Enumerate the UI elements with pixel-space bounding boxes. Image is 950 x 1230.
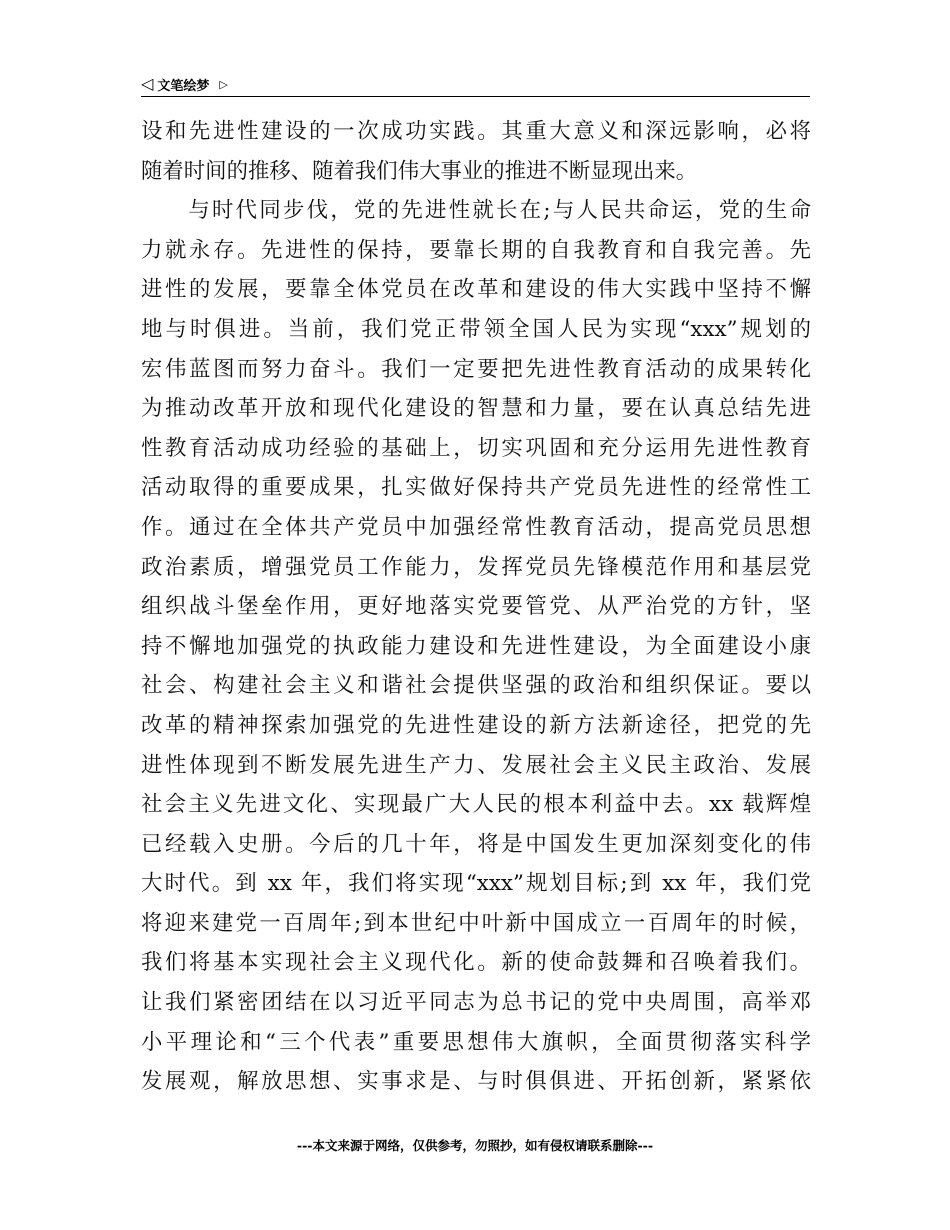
body-line: 活动取得的重要成果，扎实做好保持共产党员先进性的经常性工 bbox=[141, 475, 811, 501]
body-line: 社会、构建社会主义和谐社会提供坚强的政治和组织保证。要以 bbox=[141, 673, 811, 699]
body-line: 小平理论和“三个代表”重要思想伟大旗帜，全面贯彻落实科学 bbox=[141, 1029, 811, 1055]
body-line: 组织战斗堡垒作用，更好地落实党要管党、从严治党的方针，坚 bbox=[141, 594, 811, 620]
body-line: 进性的发展，要靠全体党员在改革和建设的伟大实践中坚持不懈 bbox=[141, 277, 811, 303]
body-line: 地与时俱进。当前，我们党正带领全国人民为实现“xxx”规划的 bbox=[141, 316, 811, 342]
body-line: 宏伟蓝图而努力奋斗。我们一定要把先进性教育活动的成果转化 bbox=[141, 356, 811, 382]
body-line: 随着时间的推移、随着我们伟大事业的推进不断显现出来。 bbox=[141, 158, 698, 184]
body-line: 政治素质，增强党员工作能力，发挥党员先锋模范作用和基层党 bbox=[141, 554, 811, 580]
body-line: 发展观，解放思想、实事求是、与时俱俱进、开拓创新，紧紧依 bbox=[141, 1069, 811, 1095]
triangle-left-icon: ◁ bbox=[141, 74, 154, 93]
body-line: 为推动改革开放和现代化建设的智慧和力量，要在认真总结先进 bbox=[141, 396, 811, 422]
body-line: 进性体现到不断发展先进生产力、发展社会主义民主政治、发展 bbox=[141, 752, 811, 778]
body-line: 大时代。到 xx 年，我们将实现“xxx”规划目标;到 xx 年，我们党 bbox=[141, 871, 811, 897]
body-line: 已经载入史册。今后的几十年，将是中国发生更加深刻变化的伟 bbox=[141, 831, 811, 857]
body-line: 将迎来建党一百周年;到本世纪中叶新中国成立一百周年的时候， bbox=[141, 910, 811, 936]
header-title: 文笔绘梦 bbox=[157, 78, 210, 94]
body-line: 与时代同步伐，党的先进性就长在;与人民共命运，党的生命 bbox=[141, 198, 811, 224]
body-line: 设和先进性建设的一次成功实践。其重大意义和深远影响，必将 bbox=[141, 119, 811, 144]
body-line: 改革的精神探索加强党的先进性建设的新方法新途径，把党的先 bbox=[141, 712, 811, 738]
body-line: 持不懈地加强党的执政能力建设和先进性建设，为全面建设小康 bbox=[141, 633, 811, 659]
body-line: 社会主义先进文化、实现最广大人民的根本利益中去。xx 载辉煌 bbox=[141, 792, 811, 818]
body-line: 让我们紧密团结在以习近平同志为总书记的党中央周围，高举邓 bbox=[141, 990, 811, 1016]
body-text bbox=[141, 112, 811, 1102]
triangle-right-icon: ▷ bbox=[219, 77, 228, 91]
body-line: 性教育活动成功经验的基础上，切实巩固和充分运用先进性教育 bbox=[141, 435, 811, 461]
page-header bbox=[141, 72, 810, 97]
body-line: 作。通过在全体共产党员中加强经常性教育活动，提高党员思想 bbox=[141, 514, 811, 540]
body-line: 力就永存。先进性的保持，要靠长期的自我教育和自我完善。先 bbox=[141, 237, 811, 263]
body-line: 我们将基本实现社会主义现代化。新的使命鼓舞和召唤着我们。 bbox=[141, 950, 811, 976]
page-footer: ---本文来源于网络，仅供参考，勿照抄，如有侵权请联系删除--- bbox=[296, 1138, 654, 1153]
